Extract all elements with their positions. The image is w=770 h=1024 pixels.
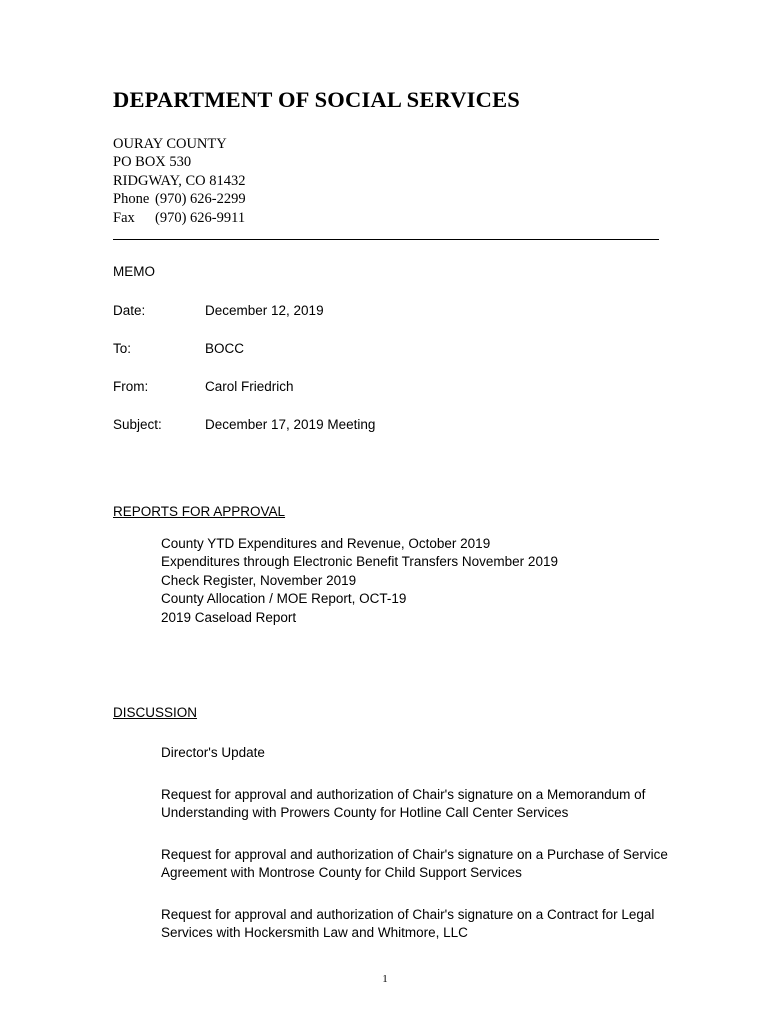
memo-field-to xyxy=(113,341,673,358)
memo-field-subject xyxy=(113,417,673,434)
memo-value-from: Carol Friedrich xyxy=(205,378,294,394)
fax-value: (970) 626-9911 xyxy=(155,209,246,226)
phone-row xyxy=(113,190,673,209)
list-item: Check Register, November 2019 xyxy=(161,572,357,588)
letterhead-divider xyxy=(113,239,659,240)
memo-block xyxy=(113,264,673,433)
page-number: 1 xyxy=(382,973,388,985)
fax-row xyxy=(113,209,673,228)
document-content xyxy=(113,88,673,943)
letterhead-address-block xyxy=(113,135,673,228)
memo-field-date xyxy=(113,303,673,320)
list-item: Request for approval and authorization of Chair's signature on a Contract for Legal Services with Hockersmith Law and Whitmore, LLC xyxy=(161,906,655,941)
reports-list xyxy=(113,535,673,628)
po-box-line: PO BOX 530 xyxy=(113,154,192,171)
city-state-zip-line: RIDGWAY, CO 81432 xyxy=(113,172,246,189)
reports-heading: REPORTS FOR APPROVAL xyxy=(113,503,286,519)
discussion-section xyxy=(113,671,673,943)
memo-heading: MEMO xyxy=(113,264,155,280)
list-item: County YTD Expenditures and Revenue, October 2019 xyxy=(161,535,491,551)
list-item: 2019 Caseload Report xyxy=(161,609,297,625)
reports-section xyxy=(113,470,673,628)
memo-label-from: From: xyxy=(113,378,149,394)
memo-label-subject: Subject: xyxy=(113,416,162,432)
list-item: Director's Update xyxy=(161,745,265,761)
organization-name: OURAY COUNTY xyxy=(113,135,227,152)
list-item: Request for approval and authorization of Chair's signature on a Purchase of Service Agreement with Montrose County for Child Support Services xyxy=(161,846,668,881)
phone-label: Phone xyxy=(113,191,150,208)
list-item: Expenditures through Electronic Benefit Transfers November 2019 xyxy=(161,554,558,570)
list-item: County Allocation / MOE Report, OCT-19 xyxy=(161,591,407,607)
memo-label-date: Date: xyxy=(113,303,146,319)
memo-value-date: December 12, 2019 xyxy=(205,303,324,319)
page-title: DEPARTMENT OF SOCIAL SERVICES xyxy=(113,87,521,112)
memo-field-from xyxy=(113,379,673,396)
memo-label-to: To: xyxy=(113,341,132,356)
memo-value-subject: December 17, 2019 Meeting xyxy=(205,416,376,432)
discussion-list xyxy=(113,744,673,943)
discussion-heading: DISCUSSION xyxy=(113,705,198,721)
phone-value: (970) 626-2299 xyxy=(155,191,246,208)
fax-label: Fax xyxy=(113,209,135,226)
memo-value-to: BOCC xyxy=(205,341,245,356)
list-item: Request for approval and authorization of Chair's signature on a Memorandum of Understanding with Prowers County for Hotline Call Center Services xyxy=(161,786,646,821)
